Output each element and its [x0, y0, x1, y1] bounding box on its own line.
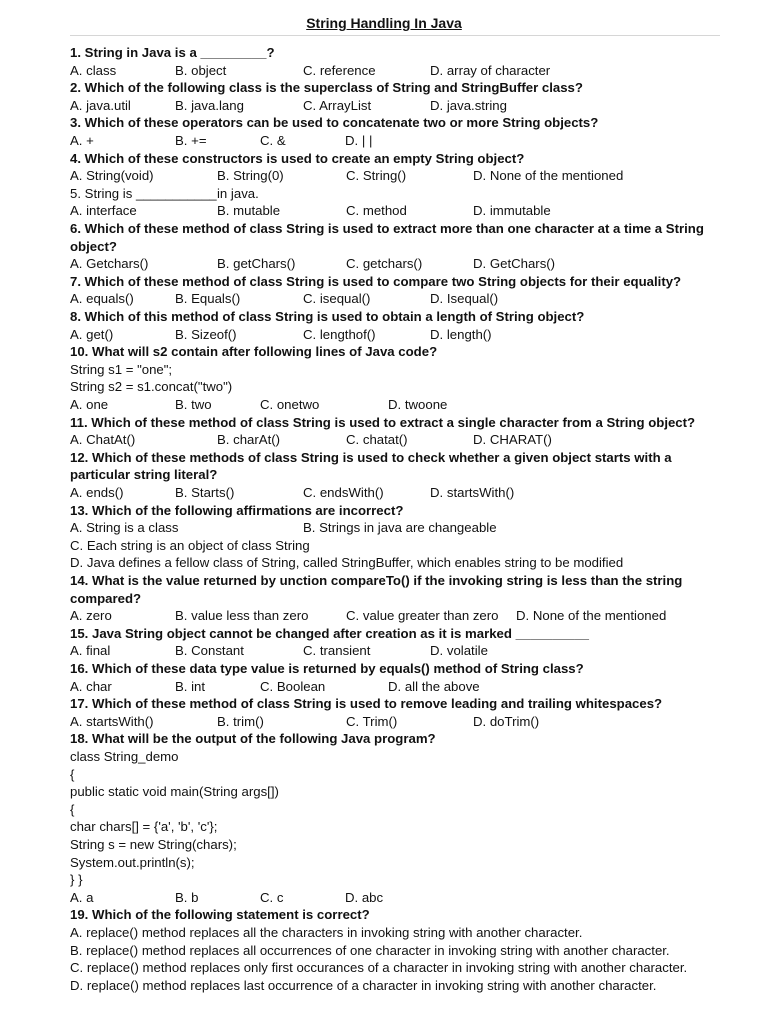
body-text: D. Java defines a fellow class of String, called StringBuffer, which enables string to be modified — [70, 555, 624, 571]
options-row — [70, 97, 730, 115]
options-row — [70, 642, 730, 660]
option-text: B. java.lang — [175, 97, 244, 113]
option-text: B. getChars() — [217, 256, 296, 272]
options-row — [70, 202, 730, 220]
option-text: A. String is a class — [70, 520, 179, 536]
option-text: A. + — [70, 133, 94, 148]
body-text: { — [70, 766, 75, 782]
title-divider — [70, 35, 720, 36]
question-text: 19. Which of the following statement is correct? — [70, 907, 370, 923]
options-row — [70, 326, 730, 344]
option-text: C. chatat() — [346, 432, 408, 448]
options-row — [70, 889, 730, 907]
options-row — [70, 519, 730, 537]
options-row — [70, 167, 730, 185]
body-text: C. replace() method replaces only first occurances of a character in invoking string with another character. — [70, 960, 688, 976]
question-text: 2. Which of the following class is the superclass of String and StringBuffer class? — [70, 80, 583, 96]
option-text: A. startsWith() — [70, 713, 154, 729]
body-text: { — [70, 801, 75, 817]
question-text: 7. Which of these method of class String is used to compare two String objects for their equality? — [70, 273, 682, 289]
option-text: A. class — [70, 62, 117, 78]
option-text: C. Trim() — [346, 713, 398, 729]
option-text: B. Starts() — [175, 485, 235, 500]
option-text: A. get() — [70, 326, 114, 342]
options-row — [70, 396, 730, 414]
option-text: B. b — [175, 889, 199, 905]
question-text: particular string literal? — [70, 467, 218, 483]
options-row — [70, 132, 730, 150]
option-text: A. ChatAt() — [70, 432, 136, 448]
option-text: A. interface — [70, 203, 137, 219]
option-text: B. value less than zero — [175, 608, 309, 624]
body-text: C. Each string is an object of class String — [70, 537, 310, 553]
option-text: C. getchars() — [346, 256, 423, 272]
body-text: class String_demo — [70, 749, 179, 764]
options-row — [70, 62, 730, 80]
options-row — [70, 607, 730, 625]
body-text: A. replace() method replaces all the characters in invoking string with another character. — [70, 925, 583, 940]
option-text: A. one — [70, 397, 109, 412]
option-text: A. java.util — [70, 97, 131, 113]
question-text: compared? — [70, 590, 142, 606]
option-text: D. CHARAT() — [473, 432, 552, 448]
option-text: C. transient — [303, 643, 371, 659]
option-text: B. Constant — [175, 643, 244, 659]
body-text: D. replace() method replaces last occurrence of a character in invoking string with another character. — [70, 977, 657, 993]
question-text: 11. Which of these method of class String is used to extract a single character from a String object? — [70, 414, 696, 430]
question-text: 15. Java String object cannot be changed after creation as it is marked __________ — [70, 625, 589, 641]
options-row — [70, 484, 730, 502]
option-text: A. a — [70, 889, 94, 905]
question-text: 1. String in Java is a _________? — [70, 45, 275, 60]
option-text: A. String(void) — [70, 168, 154, 184]
question-text: 17. Which of these method of class String is used to remove leading and trailing whitespaces? — [70, 696, 663, 712]
option-text: B. two — [175, 397, 212, 412]
question-text: 12. Which of these methods of class String is used to check whether a given object starts with a — [70, 449, 672, 465]
body-text: String s2 = s1.concat("two") — [70, 379, 233, 395]
option-text: C. String() — [346, 168, 407, 184]
option-text: A. zero — [70, 608, 112, 624]
option-text: C. ArrayList — [303, 97, 372, 113]
page-title: String Handling In Java — [306, 15, 462, 31]
body-text: char chars[] = {'a', 'b', 'c'}; — [70, 819, 218, 835]
options-row — [70, 290, 730, 308]
options-row — [70, 185, 730, 203]
options-row — [70, 431, 730, 449]
option-text: in java. — [217, 185, 259, 201]
option-text: D. java.string — [430, 97, 507, 113]
option-text: D. twoone — [388, 397, 448, 412]
body-text: B. replace() method replaces all occurrences of one character in invoking string with another character. — [70, 942, 670, 958]
option-text: C. onetwo — [260, 397, 320, 412]
body-text: System.out.println(s); — [70, 854, 195, 870]
option-text: C. lengthof() — [303, 326, 376, 342]
option-text: D. all the above — [388, 678, 480, 694]
option-text: B. Sizeof() — [175, 326, 237, 342]
question-text: 8. Which of this method of class String is used to obtain a length of String object? — [70, 309, 585, 324]
option-text: D. None of the mentioned — [516, 608, 667, 624]
option-text: B. charAt() — [217, 432, 281, 448]
option-text: D. abc — [345, 889, 384, 905]
option-text: D. length() — [430, 326, 492, 342]
body-text: public static void main(String args[]) — [70, 784, 279, 800]
body-text: String s1 = "one"; — [70, 361, 173, 377]
option-text: D. | | — [345, 133, 373, 148]
options-row — [70, 713, 730, 731]
option-text: B. int — [175, 678, 206, 694]
option-text: 5. String is ___________ — [70, 185, 217, 201]
question-text: 4. Which of these constructors is used to create an empty String object? — [70, 150, 525, 166]
option-text: C. reference — [303, 62, 376, 78]
option-text: B. Strings in java are changeable — [303, 520, 497, 536]
question-text: 14. What is the value returned by unction compareTo() if the invoking string is less than the string — [70, 573, 683, 588]
question-text: object? — [70, 238, 117, 254]
question-text: 16. Which of these data type value is returned by equals() method of String class? — [70, 661, 584, 676]
body-text: } } — [70, 872, 83, 888]
option-text: B. String(0) — [217, 168, 284, 184]
question-text: 3. Which of these operators can be used to concatenate two or more String objects? — [70, 115, 599, 131]
question-text: 10. What will s2 contain after following lines of Java code? — [70, 344, 438, 360]
option-text: C. isequal() — [303, 291, 371, 307]
option-text: B. Equals() — [175, 291, 241, 307]
option-text: D. Isequal() — [430, 291, 499, 307]
option-text: C. value greater than zero — [346, 608, 499, 624]
option-text: A. equals() — [70, 291, 134, 307]
options-row — [70, 678, 730, 696]
option-text: A. Getchars() — [70, 256, 149, 272]
option-text: D. None of the mentioned — [473, 168, 624, 184]
option-text: C. endsWith() — [303, 485, 384, 500]
question-text: 13. Which of the following affirmations are incorrect? — [70, 502, 404, 518]
option-text: B. trim() — [217, 713, 264, 729]
option-text: C. method — [346, 203, 407, 219]
options-row — [70, 255, 730, 273]
option-text: A. ends() — [70, 485, 124, 500]
option-text: B. mutable — [217, 203, 281, 219]
option-text: B. object — [175, 62, 227, 78]
body-text: String s = new String(chars); — [70, 837, 237, 852]
option-text: A. char — [70, 678, 112, 694]
option-text: D. startsWith() — [430, 485, 515, 500]
option-text: D. array of character — [430, 62, 551, 78]
option-text: C. & — [260, 133, 286, 148]
option-text: D. immutable — [473, 203, 551, 219]
option-text: A. final — [70, 643, 111, 659]
option-text: D. GetChars() — [473, 256, 556, 272]
option-text: D. volatile — [430, 643, 488, 659]
question-text: 18. What will be the output of the following Java program? — [70, 731, 436, 747]
question-text: 6. Which of these method of class String is used to extract more than one character at a time a String — [70, 221, 704, 236]
option-text: B. += — [175, 133, 207, 148]
option-text: C. c — [260, 889, 284, 905]
option-text: D. doTrim() — [473, 713, 540, 729]
option-text: C. Boolean — [260, 678, 326, 694]
